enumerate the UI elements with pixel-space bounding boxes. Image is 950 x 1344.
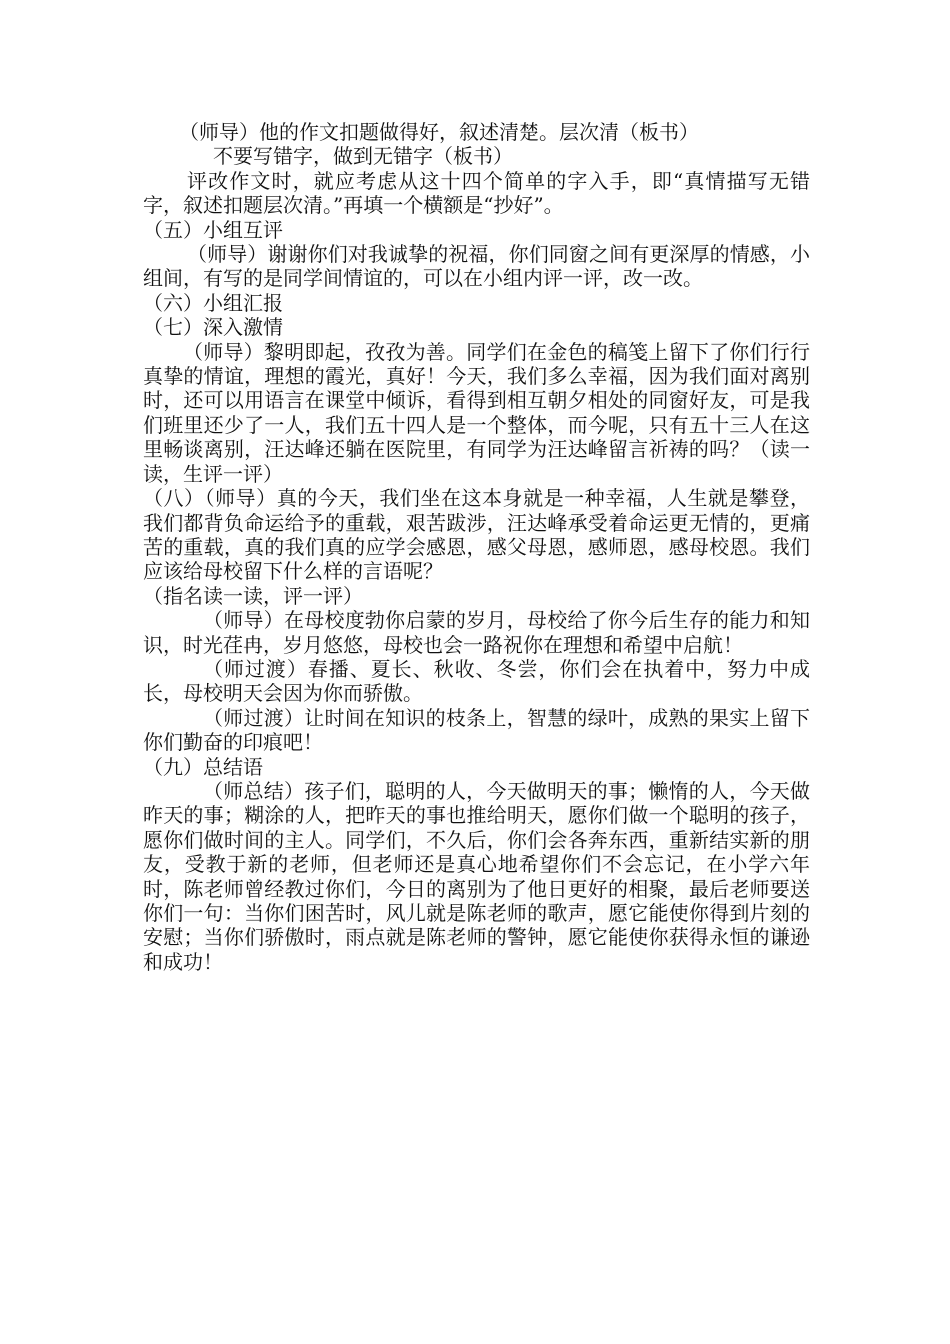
paragraph-section-8: （八）（师导）真的今天，我们坐在这本身就是一种幸福，人生就是攀登，我们都背负命运给予的重载，艰苦跋涉，汪达峰承受着命运更无情的，更痛苦的重载，真的我们真的应学会感恩，感父母恩，感师恩，感母校恩。我们应该给母校留下什么样的言语呢？ [143,486,810,584]
paragraph-teacher-guide-1: （师导）他的作文扣题做得好，叙述清楚。层次清（板书） [179,120,699,144]
heading-section-5: （五）小组互评 [143,217,283,242]
paragraph-inspire: （师导）黎明即起，孜孜为善。同学们在金色的稿笺上留下了你们行行真挚的情谊，理想的霞光，真好！今天，我们多么幸福，因为我们面对离别时，还可以用语言在课堂中倾诉，看得到相互朝夕相处的同窗好友，可是我们班里还少了一人，我们五十四人是一个整体，而今呢，只有五十三人在这里畅谈离别，汪达峰还躺在医院里，有同学为汪达峰留言祈祷的吗？（读一读，生评一评） [143,339,810,486]
heading-section-6: （六）小组汇报 [143,290,283,315]
paragraph-revision-method: 评改作文时，就应考虑从这十四个简单的字入手，即“真情描写无错字，叙述扣题层次清。”再填一个横额是“抄好”。 [143,168,810,218]
paragraph-alma-mater: （师导）在母校度勃你启蒙的岁月，母校给了你今后生存的能力和知识，时光荏冉，岁月悠悠，母校也会一路祝你在理想和希望中启航！ [143,608,810,657]
document-body [143,120,810,974]
heading-section-9: （九）总结语 [143,754,263,779]
paragraph-no-typos: 不要写错字，做到无错字（板书） [213,144,513,169]
paragraph-group-review: （师导）谢谢你们对我诚挚的祝福，你们同窗之间有更深厚的情感，小组间，有写的是同学间情谊的，可以在小组内评一评，改一改。 [143,242,810,291]
paragraph-transition-2: （师过渡）让时间在知识的枝条上，智慧的绿叶，成熟的果实上留下你们勤奋的印痕吧！ [143,705,810,755]
paragraph-conclusion: （师总结）孩子们，聪明的人，今天做明天的事；懒惰的人，今天做昨天的事；糊涂的人，把昨天的事也推给明天，愿你们做一个聪明的孩子，愿你们做时间的主人。同学们，不久后，你们会各奔东西，重新结实新的朋友，受教于新的老师，但老师还是真心地希望你们不会忘记，在小学六年时，陈老师曾经教过你们，今日的离别为了他日更好的相聚，最后老师要送你们一句：当你们困苦时，风儿就是陈老师的歌声，愿它能使你得到片刻的安慰；当你们骄傲时，雨点就是陈老师的警钟，愿它能使你获得永恒的谦逊和成功！ [143,778,810,974]
heading-section-7: （七）深入激情 [143,315,283,340]
paragraph-transition-1: （师过渡）春播、夏长、秋收、冬尝，你们会在执着中，努力中成长，母校明天会因为你而骄傲。 [143,656,810,706]
paragraph-read-aloud: （指名读一读，评一评） [143,583,363,608]
